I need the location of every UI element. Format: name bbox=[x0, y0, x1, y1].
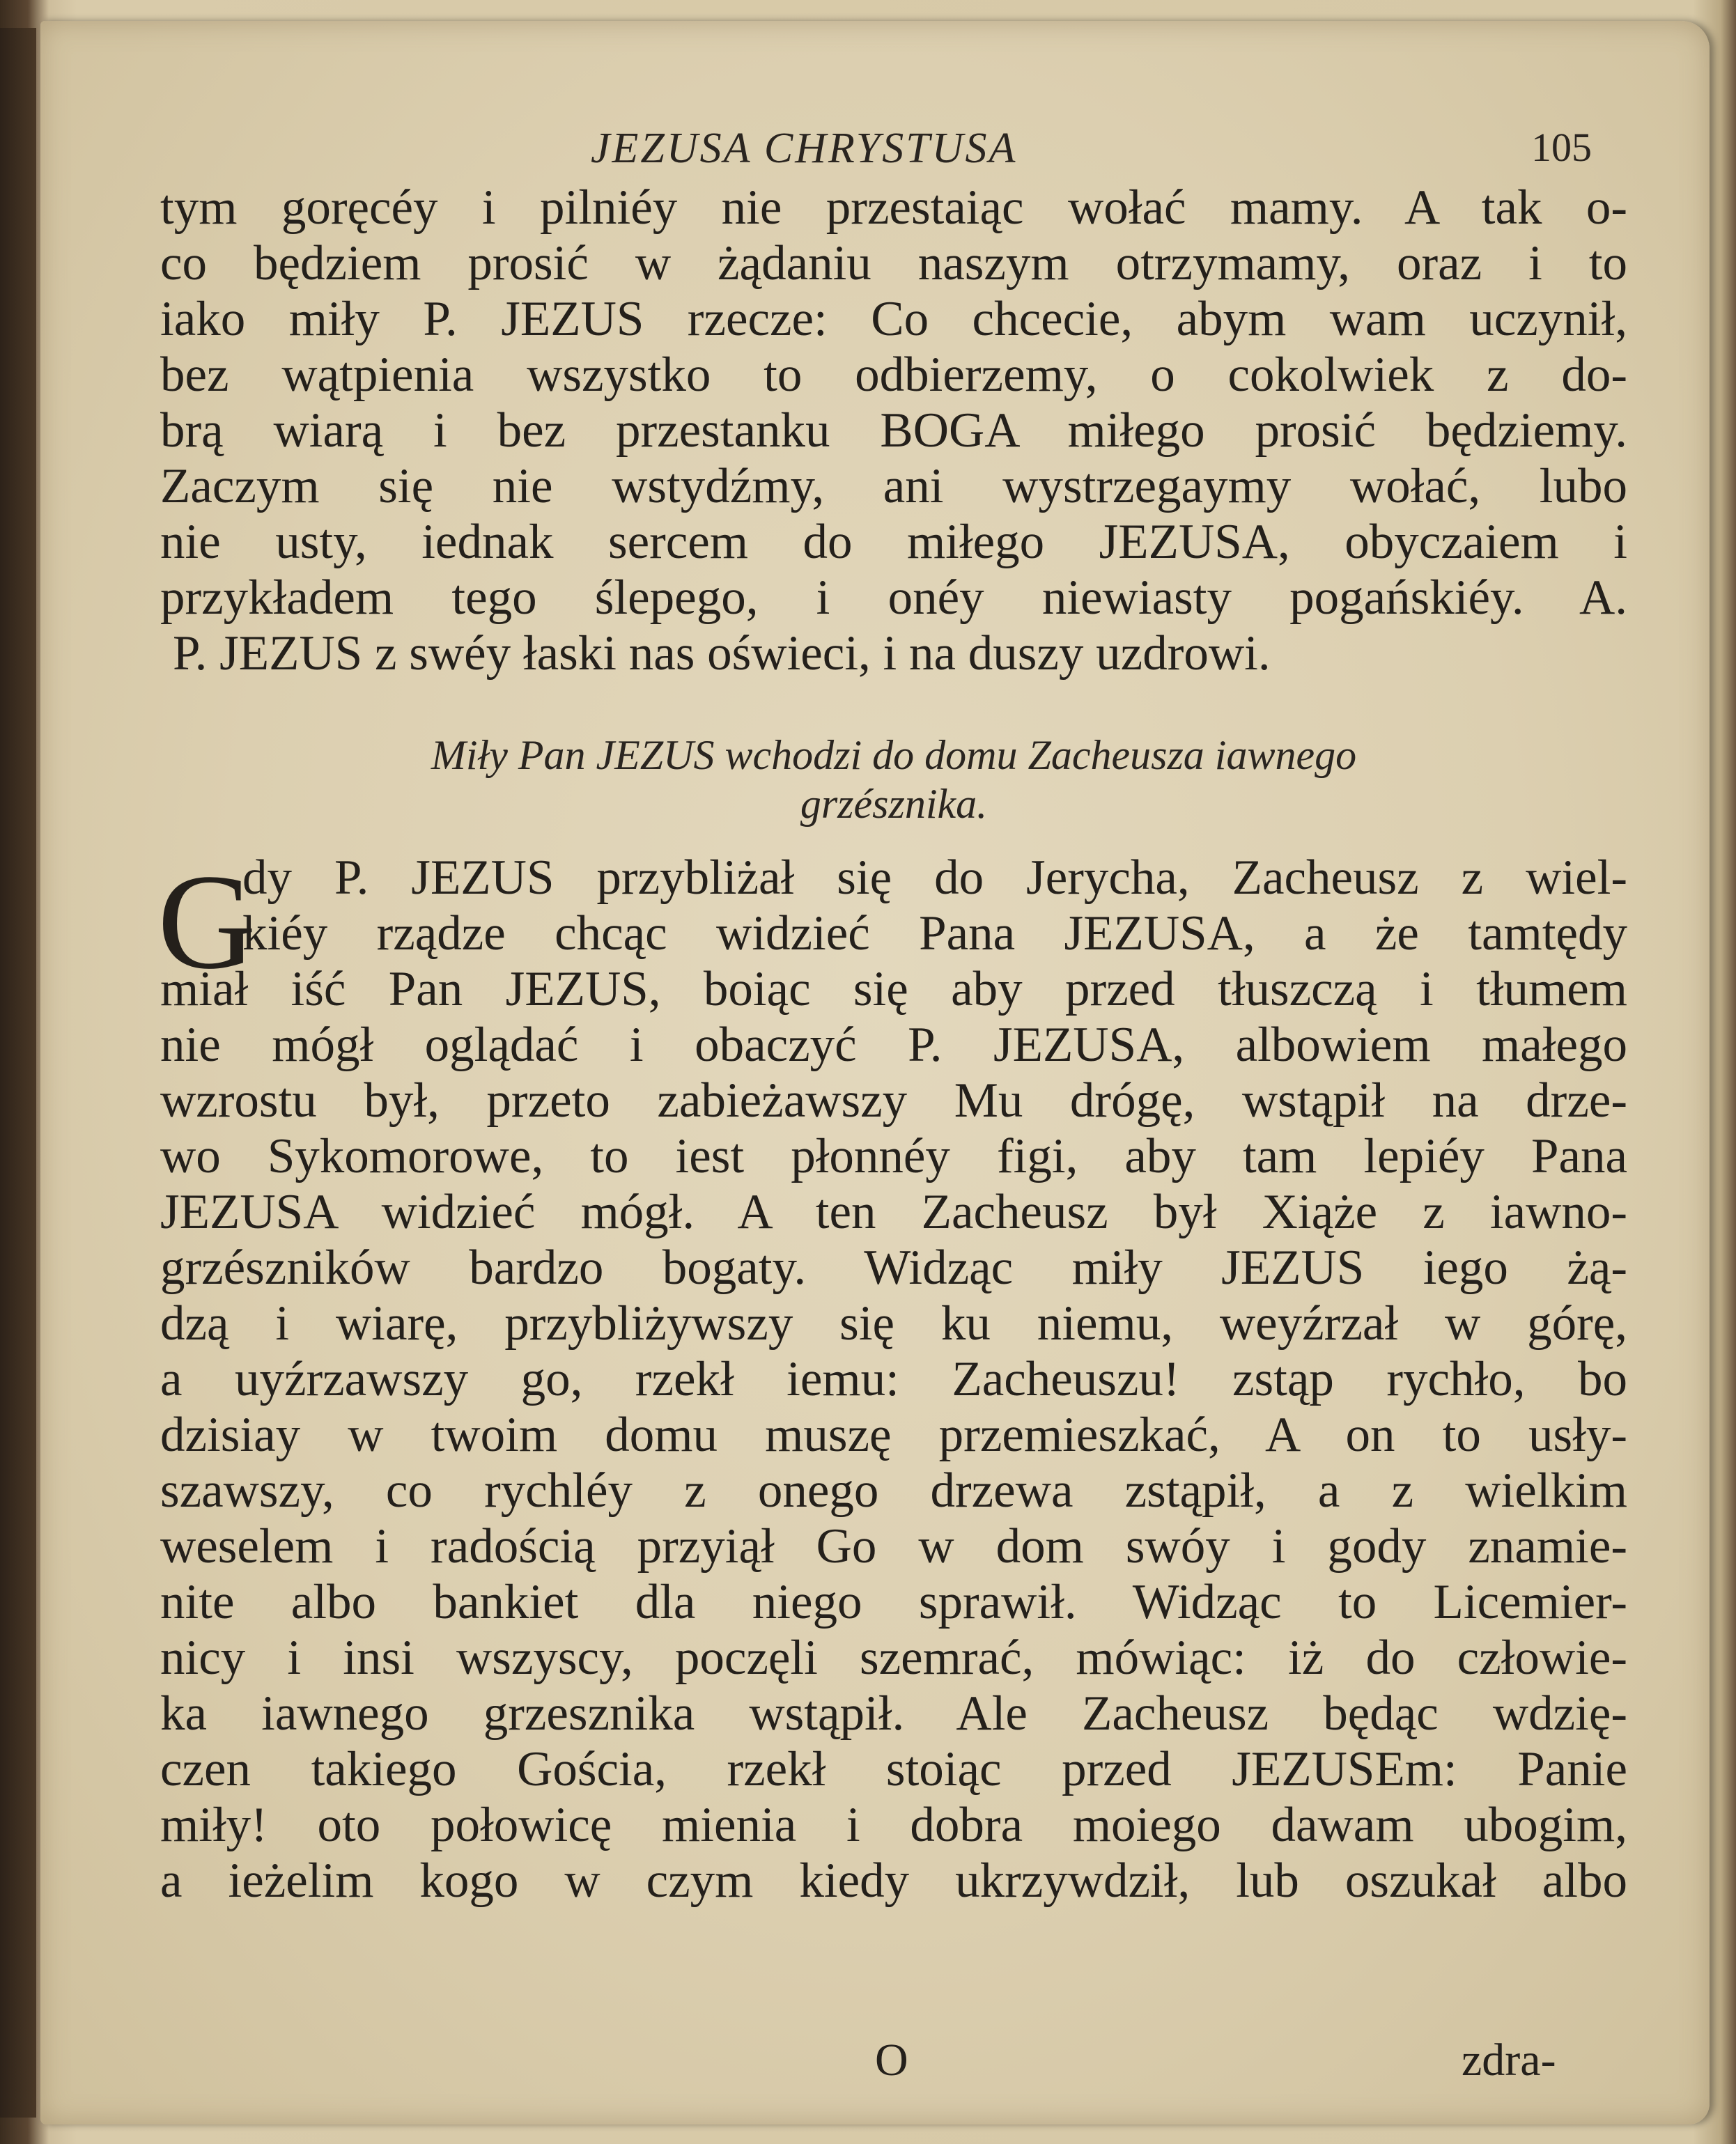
text-line: a ieżelim kogo w czym kiedy ukrzywdził, lub oszukał albo bbox=[160, 1854, 1627, 1908]
text-line: nie usty, iednak sercem do miłego JEZUSA, obyczaiem i bbox=[160, 515, 1627, 569]
text-line: P. JEZUS z swéy łaski nas oświeci, i na duszy uzdrowi. bbox=[173, 626, 1271, 681]
text-line: miły! oto połowicę mienia i dobra moiego dawam ubogim, bbox=[160, 1798, 1627, 1852]
page-number: 105 bbox=[1531, 125, 1592, 170]
subheading-line-2: grzésznika. bbox=[800, 781, 988, 827]
text-line: grzészników bardzo bogaty. Widząc miły JEZUS iego żą- bbox=[160, 1241, 1627, 1295]
text-line: miał iść Pan JEZUS, boiąc się aby przed tłuszczą i tłumem bbox=[160, 962, 1627, 1016]
text-line: nite albo bankiet dla niego sprawił. Widząc to Licemier- bbox=[160, 1575, 1627, 1629]
text-line: kiéy rządze chcąc widzieć Pana JEZUSA, a że tamtędy bbox=[242, 906, 1627, 961]
text-line: wzrostu był, przeto zabieżawszy Mu drógę, wstąpił na drze- bbox=[160, 1073, 1627, 1128]
text-line: JEZUSA widzieć mógł. A ten Zacheusz był Xiąże z iawno- bbox=[160, 1185, 1627, 1239]
text-line: iako miły P. JEZUS rzecze: Co chcecie, abym wam uczynił, bbox=[160, 292, 1627, 346]
catchword: zdra- bbox=[1462, 2035, 1556, 2085]
text-line: co będziem prosić w żądaniu naszym otrzymamy, oraz i to bbox=[160, 236, 1627, 290]
text-line: dzisiay w twoim domu muszę przemieszkać, A on to usły- bbox=[160, 1408, 1627, 1462]
text-line: dy P. JEZUS przybliżał się do Jerycha, Zacheusz z wiel- bbox=[242, 850, 1627, 905]
text-line: brą wiarą i bez przestanku BOGA miłego prosić będziemy. bbox=[160, 403, 1627, 458]
drop-cap-initial: G bbox=[157, 846, 256, 997]
previous-page-edge bbox=[0, 28, 36, 2118]
running-head: JEZUSA CHRYSTUSA bbox=[591, 125, 1018, 172]
text-line: wo Sykomorowe, to iest płonnéy figi, aby tam lepiéy Pana bbox=[160, 1129, 1627, 1183]
text-line: weselem i radością przyiął Go w dom swóy i gody znamie- bbox=[160, 1519, 1627, 1574]
text-line: tym goręcéy i pilniéy nie przestaiąc wołać mamy. A tak o- bbox=[160, 180, 1627, 235]
text-line: przykładem tego ślepego, i onéy niewiasty pogańskiéy. A. bbox=[160, 570, 1627, 625]
page-footer bbox=[40, 2034, 1710, 2090]
text-line: a uyźrzawszy go, rzekł iemu: Zacheuszu! zstąp rychło, bo bbox=[160, 1352, 1627, 1406]
text-line: szawszy, co rychléy z onego drzewa zstąpił, a z wielkim bbox=[160, 1463, 1627, 1518]
book-page bbox=[40, 21, 1710, 2124]
text-line: nie mógł oglądać i obaczyć P. JEZUSA, albowiem małego bbox=[160, 1018, 1627, 1072]
text-line: nicy i insi wszyscy, poczęli szemrać, mówiąc: iż do człowie- bbox=[160, 1631, 1627, 1685]
signature-mark: O bbox=[875, 2035, 908, 2085]
subheading-line-1: Miły Pan JEZUS wchodzi do domu Zacheusza iawnego bbox=[431, 732, 1357, 778]
text-line: bez wątpienia wszystko to odbierzemy, o cokolwiek z do- bbox=[160, 348, 1627, 402]
text-line: dzą i wiarę, przybliżywszy się ku niemu, weyźrzał w górę, bbox=[160, 1296, 1627, 1351]
page-header bbox=[40, 124, 1710, 180]
text-line: Zaczym się nie wstydźmy, ani wystrzegaymy wołać, lubo bbox=[160, 459, 1627, 513]
text-line: czen takiego Gościa, rzekł stoiąc przed JEZUSEm: Panie bbox=[160, 1742, 1627, 1796]
text-line: ka iawnego grzesznika wstąpił. Ale Zacheusz będąc wdzię- bbox=[160, 1686, 1627, 1741]
